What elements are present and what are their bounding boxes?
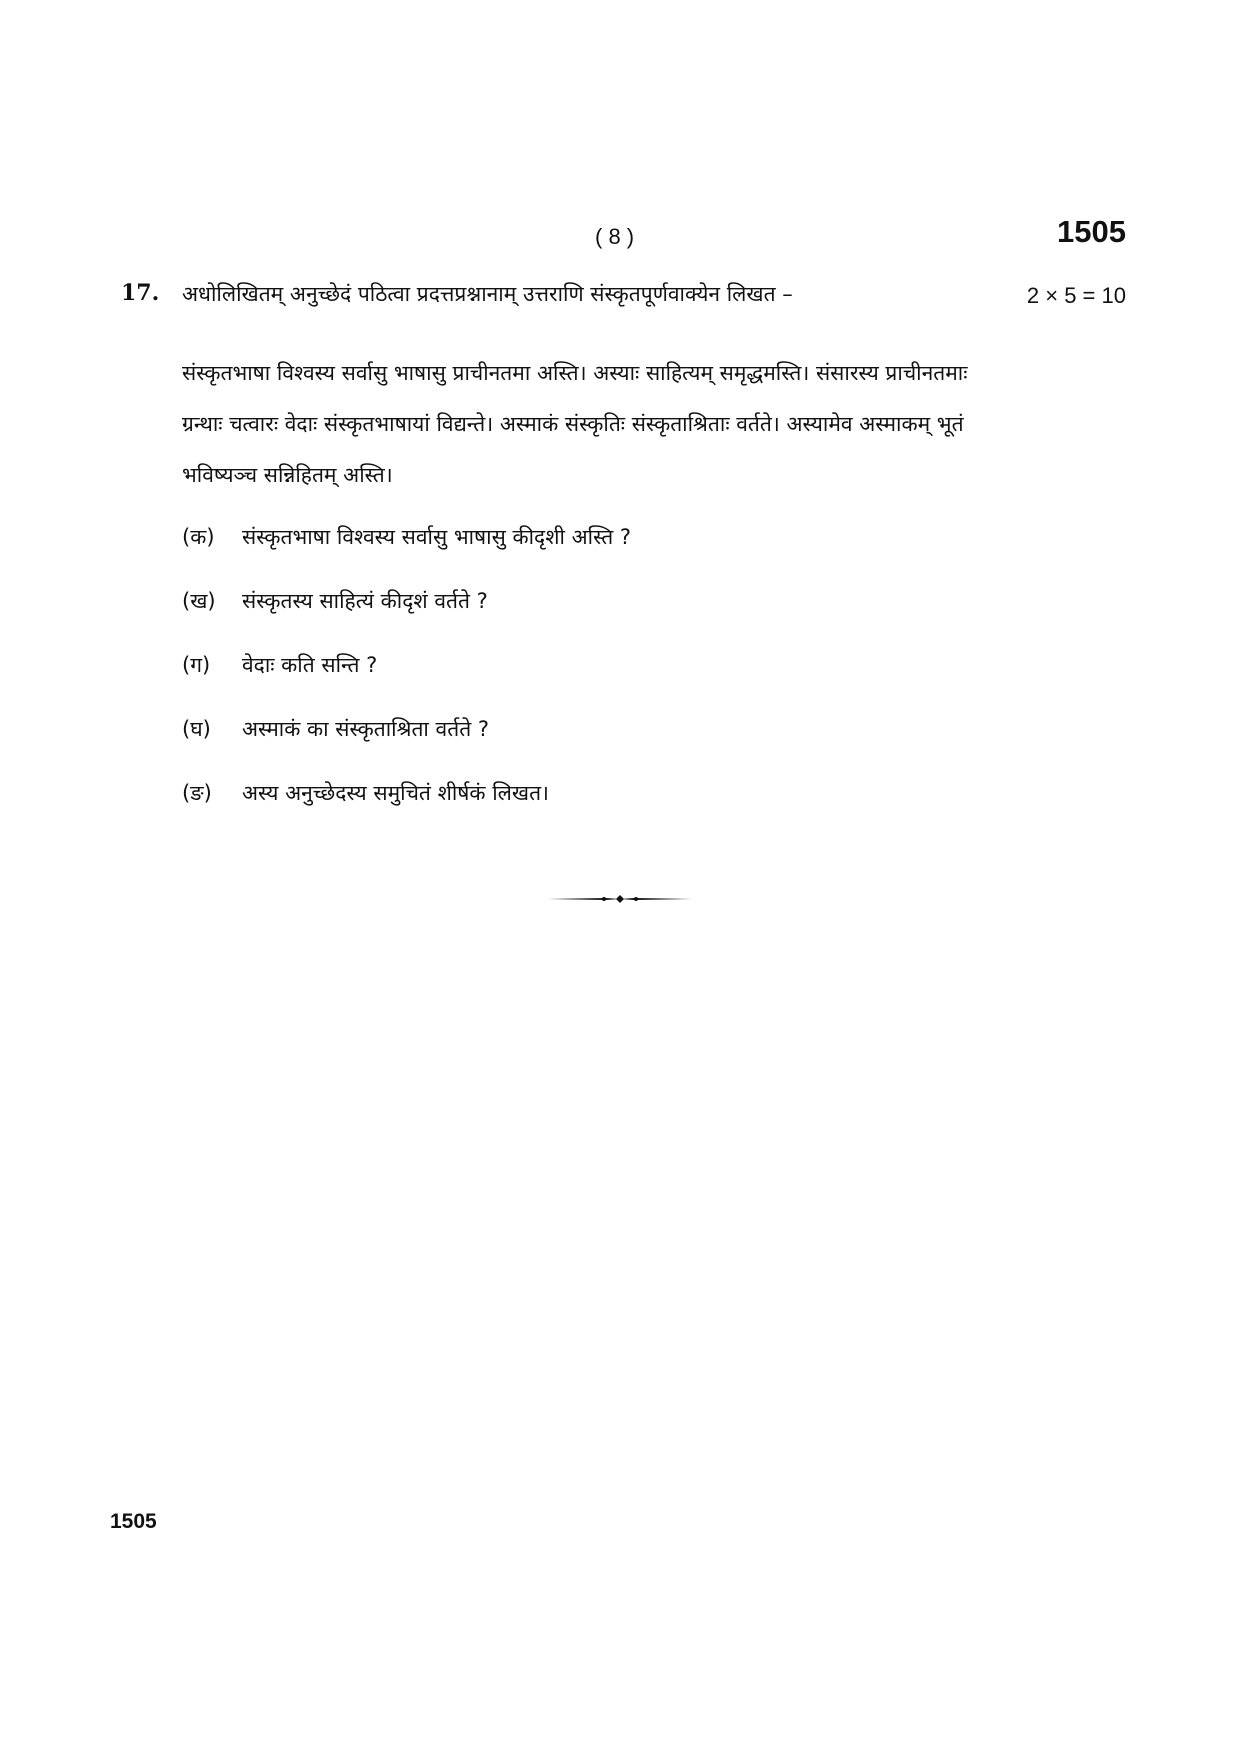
sub-question-label: (ख) (182, 589, 216, 613)
passage-line: ग्रन्थाः चत्वारः वेदाः संस्कृतभाषायां विद्यन्ते। अस्माकं संस्कृतिः संस्कृताश्रिताः वर्तते। अस्यामेव अस्माकम् भूतं (182, 412, 964, 436)
sub-question (182, 651, 377, 679)
sub-question-label: (घ) (182, 717, 211, 741)
sub-question-label: (ग) (182, 653, 211, 677)
sub-question-text: अस्माकं का संस्कृताश्रिता वर्तते ? (242, 717, 489, 741)
question-marks: 2 × 5 = 10 (1026, 283, 1126, 308)
sub-question (182, 587, 488, 615)
sub-question-label: (क) (182, 525, 215, 549)
sub-question-text: वेदाः कति सन्ति ? (242, 653, 378, 677)
paper-code-top: 1505 (1057, 214, 1126, 249)
passage-line: संस्कृतभाषा विश्वस्य सर्वासु भाषासु प्राचीनतमा अस्ति। अस्याः साहित्यम् समृद्धमस्ति। संसारस्य प्राचीनतमाः (182, 361, 968, 385)
sub-question-label: (ङ) (182, 781, 212, 805)
question-number: 17. (121, 280, 160, 306)
passage (182, 348, 1126, 501)
sub-question (182, 523, 631, 551)
end-ornament-icon (548, 890, 692, 909)
passage-line: भविष्यञ्च सन्निहितम् अस्ति। (182, 463, 393, 487)
sub-question-text: अस्य अनुच्छेदस्य समुचितं शीर्षकं लिखत। (242, 781, 550, 805)
sub-question-text: संस्कृतस्य साहित्यं कीदृशं वर्तते ? (242, 589, 488, 613)
question-instruction: अधोलिखितम् अनुच्छेदं पठित्वा प्रदत्तप्रश्नानाम् उत्तराणि संस्कृतपूर्णवाक्येन लिखत – (182, 282, 793, 306)
paper-code-footer: 1505 (110, 1510, 157, 1533)
sub-question (182, 779, 549, 807)
page-number: ( 8 ) (595, 224, 635, 249)
sub-question-text: संस्कृतभाषा विश्वस्य सर्वासु भाषासु कीदृशी अस्ति ? (242, 525, 632, 549)
sub-question (182, 715, 489, 743)
